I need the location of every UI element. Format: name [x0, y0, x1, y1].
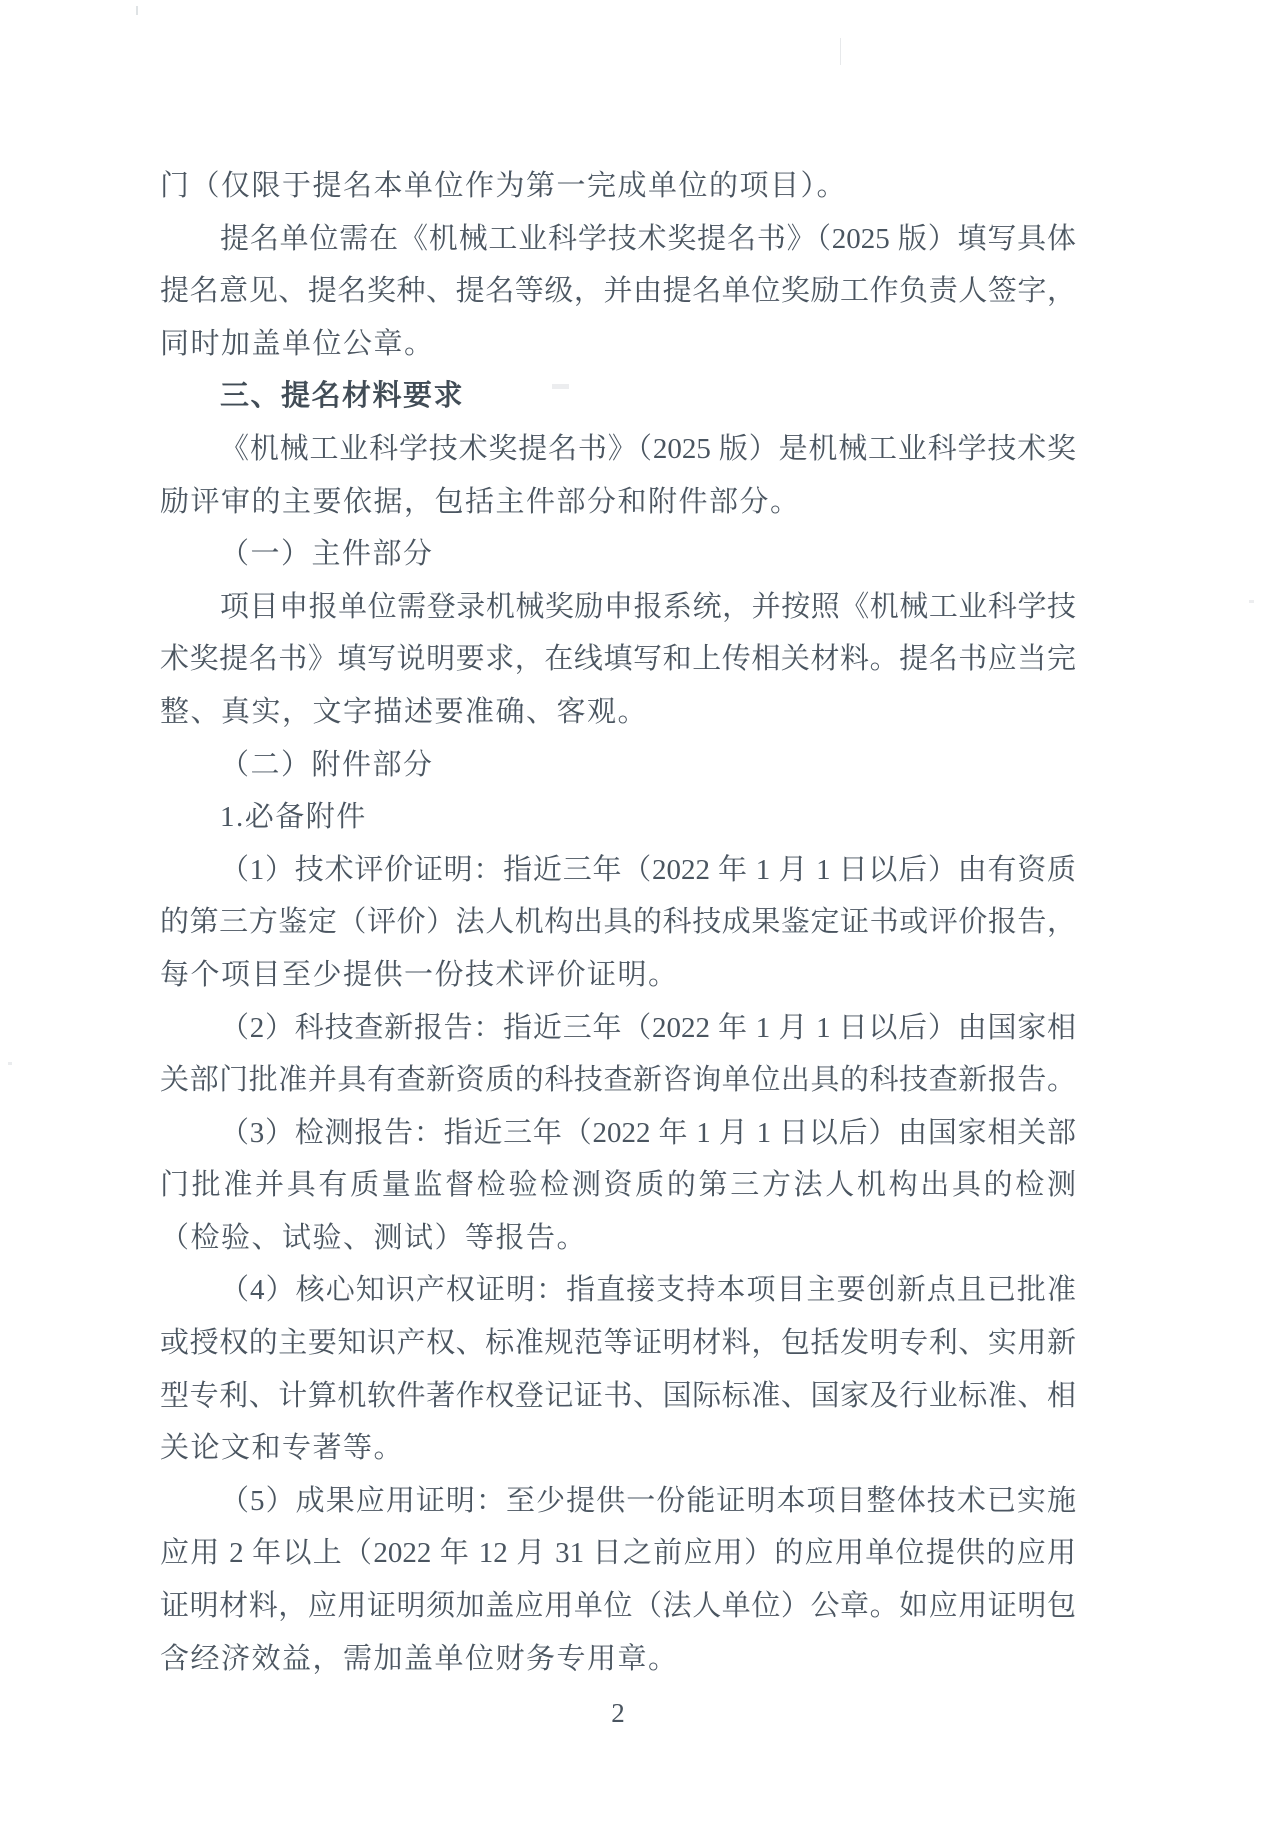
doc-line: （4）核心知识产权证明：指直接支持本项目主要创新点且已批准 [220, 1274, 1076, 1307]
doc-line: （检验、试验、测试）等报告。 [160, 1221, 588, 1254]
doc-line: 关部门批准并具有查新资质的科技查新咨询单位出具的科技查新报告。 [160, 1064, 1076, 1097]
doc-line: 或授权的主要知识产权、标准规范等证明材料，包括发明专利、实用新 [160, 1327, 1076, 1360]
doc-line: （5）成果应用证明：至少提供一份能证明本项目整体技术已实施 [220, 1484, 1076, 1517]
doc-line: 《机械工业科学技术奖提名书》（2025 版）是机械工业科学技术奖 [220, 432, 1076, 465]
doc-line: 型专利、计算机软件著作权登记证书、国际标准、国家及行业标准、相 [160, 1379, 1076, 1412]
doc-line: （1）技术评价证明：指近三年（2022 年 1 月 1 日以后）由有资质 [220, 853, 1076, 886]
doc-line: 的第三方鉴定（评价）法人机构出具的科技成果鉴定证书或评价报告， [160, 906, 1076, 939]
doc-line: 证明材料，应用证明须加盖应用单位（法人单位）公章。如应用证明包 [160, 1590, 1076, 1623]
doc-line: 提名单位需在《机械工业科学技术奖提名书》（2025 版）填写具体 [220, 222, 1076, 255]
doc-line: 门（仅限于提名本单位作为第一完成单位的项目）。 [160, 170, 848, 202]
doc-line: 应用 2 年以上（2022 年 12 月 31 日之前应用）的应用单位提供的应用 [160, 1537, 1076, 1570]
doc-line: 含经济效益，需加盖单位财务专用章。 [160, 1642, 679, 1675]
section-heading: 三、提名材料要求 [220, 380, 465, 413]
doc-line: 励评审的主要依据，包括主件部分和附件部分。 [160, 485, 801, 518]
list-heading: 1.必备附件 [220, 801, 367, 834]
doc-line: 门批准并具有质量监督检验检测资质的第三方法人机构出具的检测 [160, 1169, 1076, 1202]
scan-artifact [8, 1062, 12, 1065]
subsection-heading: （一）主件部分 [220, 538, 434, 571]
scan-artifact [840, 38, 841, 65]
scan-artifact [136, 6, 138, 15]
doc-line: 术奖提名书》填写说明要求，在线填写和上传相关材料。提名书应当完 [160, 643, 1076, 676]
doc-line: 同时加盖单位公章。 [160, 327, 435, 360]
scan-artifact [1249, 600, 1254, 603]
doc-line: 关论文和专著等。 [160, 1432, 405, 1465]
doc-line: 提名意见、提名奖种、提名等级，并由提名单位奖励工作负责人签字， [160, 275, 1076, 308]
doc-line: （3）检测报告：指近三年（2022 年 1 月 1 日以后）由国家相关部 [220, 1116, 1076, 1149]
doc-line: 项目申报单位需登录机械奖励申报系统，并按照《机械工业科学技 [220, 590, 1076, 623]
doc-line: 整、真实，文字描述要准确、客观。 [160, 695, 649, 728]
doc-line: 每个项目至少提供一份技术评价证明。 [160, 958, 679, 991]
page-number: 2 [611, 1698, 625, 1728]
subsection-heading: （二）附件部分 [220, 748, 434, 781]
document-body [160, 160, 1076, 1685]
doc-line: （2）科技查新报告：指近三年（2022 年 1 月 1 日以后）由国家相 [220, 1011, 1076, 1044]
